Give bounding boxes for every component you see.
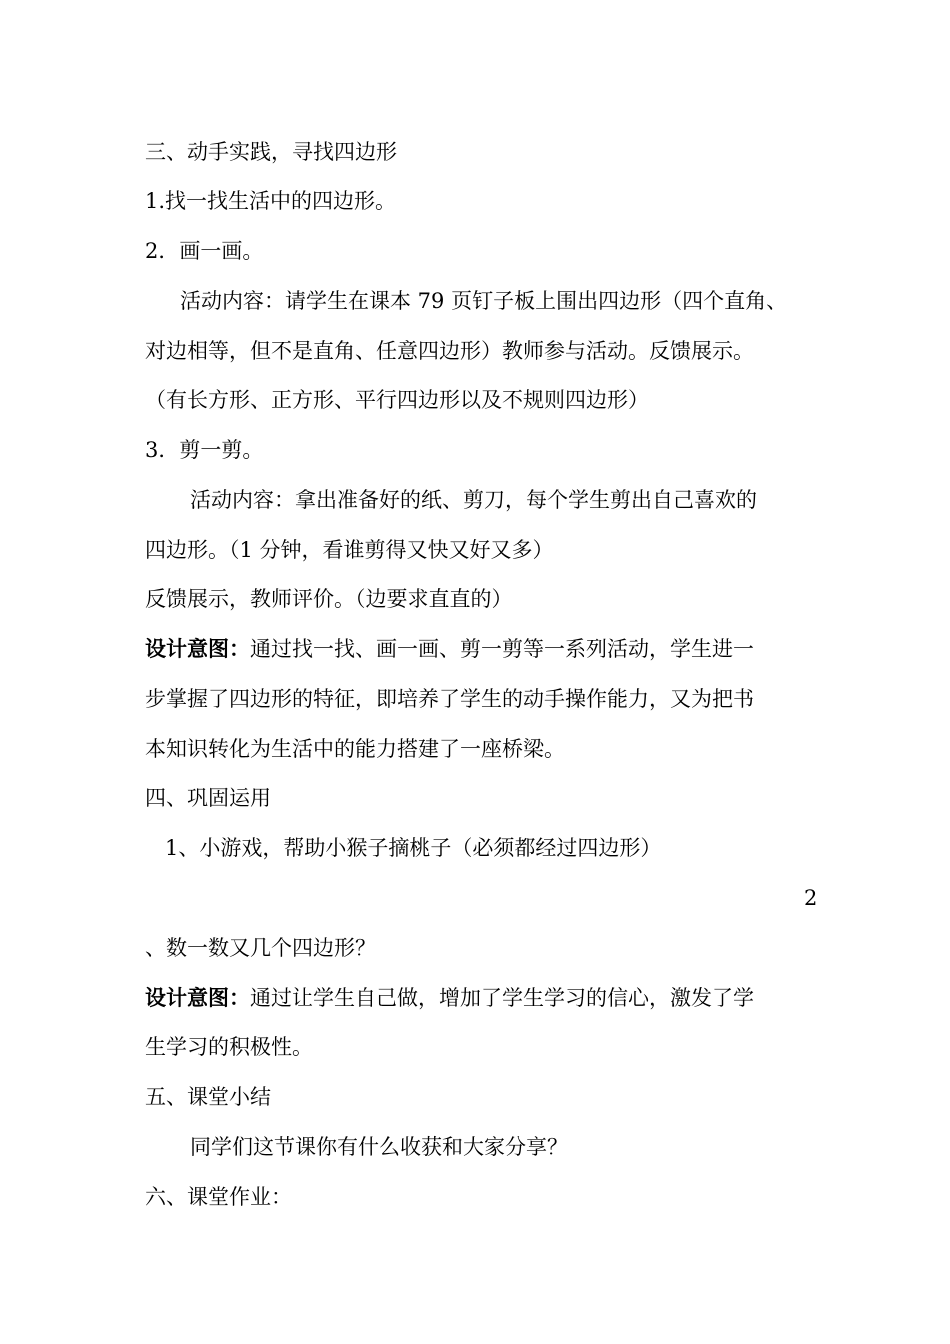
list-item-1: 1.找一找生活中的四边形。 <box>145 189 397 213</box>
paragraph-line: 、数一数又几个四边形？ <box>145 936 376 960</box>
list-item: 1、小游戏，帮助小猴子摘桃子（必须都经过四边形） <box>165 836 662 860</box>
design-intent-text: 通过让学生自己做，增加了学生学习的信心，激发了学 <box>250 986 754 1010</box>
section-heading-4: 四、巩固运用 <box>145 786 271 810</box>
paragraph-line: 步掌握了四边形的特征，即培养了学生的动手操作能力，又为把书 <box>145 687 754 711</box>
paragraph-line: （有长方形、正方形、平行四边形以及不规则四边形） <box>145 388 649 412</box>
design-intent-label: 设计意图： <box>145 636 250 661</box>
list-item-3: 3．剪一剪。 <box>145 438 264 462</box>
paragraph-line: 本知识转化为生活中的能力搭建了一座桥梁。 <box>145 737 565 761</box>
page-number: 2 <box>804 886 818 910</box>
section-heading-5: 五、课堂小结 <box>145 1085 271 1109</box>
design-intent-text: 通过找一找、画一画、剪一剪等一系列活动，学生进一 <box>250 637 754 661</box>
paragraph-line: 生学习的积极性。 <box>145 1035 313 1059</box>
paragraph-line: 对边相等，但不是直角、任意四边形）教师参与活动。反馈展示。 <box>145 339 754 363</box>
paragraph-line: 反馈展示，教师评价。（边要求直直的） <box>145 587 513 611</box>
list-item-2: 2．画一画。 <box>145 239 264 263</box>
paragraph-line: 活动内容：请学生在课本 79 页钉子板上围出四边形（四个直角、 <box>180 289 788 313</box>
section-heading-6: 六、课堂作业： <box>145 1185 292 1209</box>
paragraph-line: 活动内容：拿出准备好的纸、剪刀，每个学生剪出自己喜欢的 <box>190 488 757 512</box>
paragraph-line: 四边形。（1 分钟，看谁剪得又快又好又多） <box>145 538 554 562</box>
design-intent-line <box>145 635 754 663</box>
paragraph-line: 同学们这节课你有什么收获和大家分享？ <box>190 1135 568 1159</box>
section-heading-3: 三、动手实践，寻找四边形 <box>145 140 397 164</box>
design-intent-line <box>145 984 754 1012</box>
design-intent-label: 设计意图： <box>145 985 250 1010</box>
